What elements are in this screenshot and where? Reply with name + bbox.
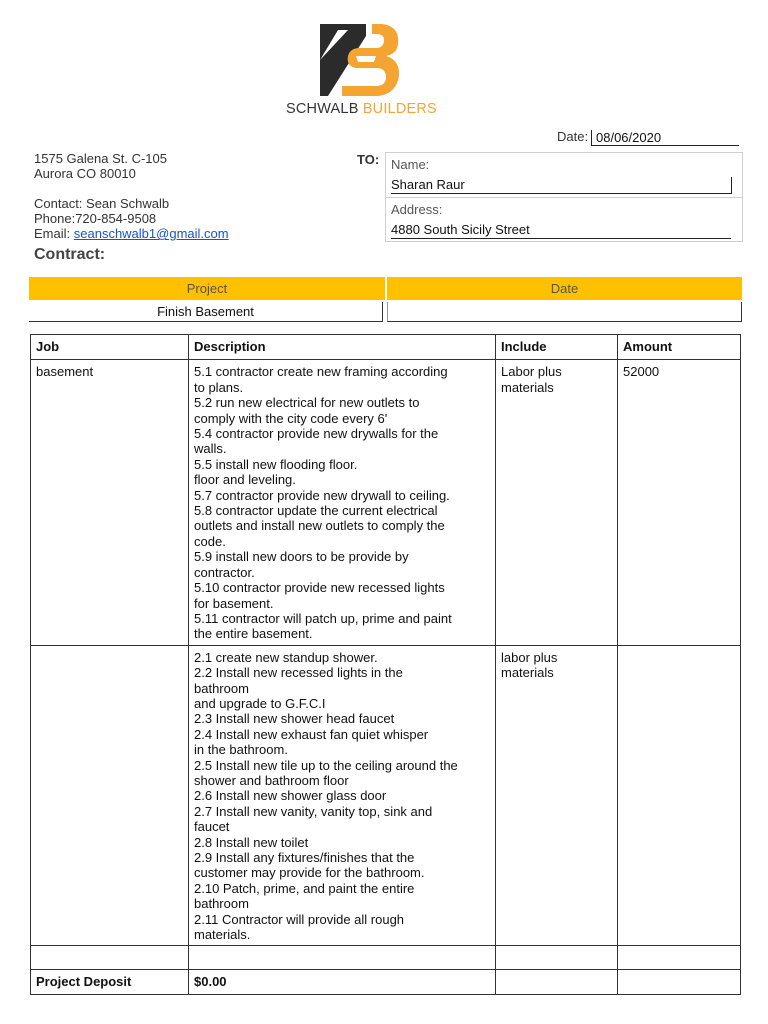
company-contact: Contact: Sean Schwalb [34, 195, 170, 211]
include-line: materials [501, 665, 554, 681]
recipient-name-row [386, 153, 742, 198]
amount-cell [618, 645, 741, 946]
job-cell [31, 645, 189, 946]
recipient-address-field[interactable]: 4880 South Sicily Street [391, 222, 731, 239]
description-line: 2.7 Install new vanity, vanity top, sink and [194, 803, 433, 819]
description-line: 2.3 Install new shower head faucet [194, 711, 395, 727]
description-line: 5.4 contractor provide new drywalls for the [194, 426, 439, 442]
table-cell [618, 946, 741, 970]
description-line: 2.2 Install new recessed lights in the [194, 665, 403, 681]
company-email-link[interactable]: seanschwalb1@gmail.com [73, 226, 229, 242]
project-header: Project [29, 277, 385, 300]
description-line: faucet [194, 819, 230, 835]
description-line: 2.6 Install new shower glass door [194, 788, 387, 804]
description-line: 5.10 contractor provide new recessed lights [194, 580, 445, 596]
include-cell [496, 360, 618, 645]
description-line: shower and bathroom floor [194, 772, 349, 788]
description-cell [189, 645, 496, 946]
description-line: comply with the city code every 6' [194, 410, 388, 426]
table-row [31, 360, 741, 645]
company-logo [286, 20, 446, 120]
company-logo-wordmark [286, 101, 437, 117]
header-description: Description [189, 335, 496, 360]
description-line: 5.11 contractor will patch up, prime and paint [194, 610, 452, 626]
header-amount: Amount [618, 335, 741, 360]
company-address-block [34, 151, 229, 241]
description-line: walls. [194, 441, 227, 457]
company-phone: Phone:720-854-9508 [34, 210, 157, 226]
project-name-field[interactable]: Finish Basement [29, 302, 383, 322]
description-line: 5.1 contractor create new framing according [194, 364, 448, 380]
table-row [31, 645, 741, 946]
description-line: materials. [194, 927, 251, 943]
schwalb-logo-icon [320, 20, 400, 96]
header-include: Include [496, 335, 618, 360]
company-email-line [34, 226, 229, 241]
description-line: bathroom [194, 680, 249, 696]
date-field[interactable]: 08/06/2020 [591, 130, 739, 146]
description-line: floor and leveling. [194, 472, 296, 488]
job-cell: basement [31, 360, 189, 645]
description-line: in the bathroom. [194, 742, 288, 758]
amount-cell: 52000 [618, 360, 741, 645]
project-date-header: Date [387, 277, 742, 300]
description-line: and upgrade to G.F.C.I [194, 695, 326, 711]
recipient-address-row [386, 198, 742, 241]
description-line: 5.8 contractor update the current electrical [194, 503, 438, 519]
table-cell [496, 970, 618, 995]
description-line: 5.2 run new electrical for new outlets to [194, 395, 420, 411]
table-cell [496, 946, 618, 970]
description-line: contractor. [194, 564, 255, 580]
include-cell [496, 645, 618, 946]
description-line: bathroom [194, 896, 249, 912]
table-cell [618, 970, 741, 995]
jobs-table-header-row [31, 335, 741, 360]
header-job: Job [31, 335, 189, 360]
include-line: Labor plus [501, 364, 562, 380]
logo-word-builders: BUILDERS [362, 101, 437, 117]
description-line: 2.11 Contractor will provide all rough [194, 911, 405, 927]
description-line: customer may provide for the bathroom. [194, 865, 425, 881]
recipient-name-label: Name: [391, 157, 430, 172]
logo-word-schwalb: SCHWALB [286, 101, 359, 117]
recipient-box [385, 152, 743, 242]
description-cell [189, 360, 496, 645]
description-line: the entire basement. [194, 626, 313, 642]
description-line: 2.5 Install new tile up to the ceiling around the [194, 757, 458, 773]
project-deposit-row [31, 970, 741, 995]
description-line: 2.9 Install any fixtures/finishes that the [194, 850, 415, 865]
empty-row [31, 946, 741, 970]
description-line: to plans. [194, 379, 244, 395]
description-line: 2.4 Install new exhaust fan quiet whisper [194, 726, 429, 742]
description-line: 2.8 Install new toilet [194, 834, 309, 850]
company-city: Aurora CO 80010 [34, 166, 136, 182]
project-deposit-value: $0.00 [189, 970, 496, 995]
include-line: labor plus [501, 649, 558, 665]
description-line: for basement. [194, 595, 274, 611]
description-line: 5.5 install new flooding floor. [194, 456, 358, 472]
project-deposit-label: Project Deposit [31, 970, 189, 995]
description-line: code. [194, 533, 226, 549]
company-email-label: Email: [34, 226, 71, 242]
jobs-table [30, 334, 741, 995]
recipient-address-label: Address: [391, 202, 443, 217]
table-cell [31, 946, 189, 970]
description-line: 2.10 Patch, prime, and paint the entire [194, 880, 415, 896]
table-cell [189, 946, 496, 970]
company-street: 1575 Galena St. C-105 [34, 151, 167, 166]
include-line: materials [501, 379, 554, 395]
description-line: outlets and install new outlets to comply the [194, 518, 445, 534]
to-label: TO: [357, 152, 380, 167]
description-line: 2.1 create new standup shower. [194, 649, 378, 665]
contract-title: Contract: [34, 246, 106, 263]
project-date-field[interactable] [387, 302, 742, 322]
description-line: 5.7 contractor provide new drywall to ceiling. [194, 487, 450, 503]
description-line: 5.9 install new doors to be provide by [194, 549, 409, 565]
recipient-name-field[interactable]: Sharan Raur [391, 177, 732, 194]
date-label: Date: [557, 129, 589, 144]
